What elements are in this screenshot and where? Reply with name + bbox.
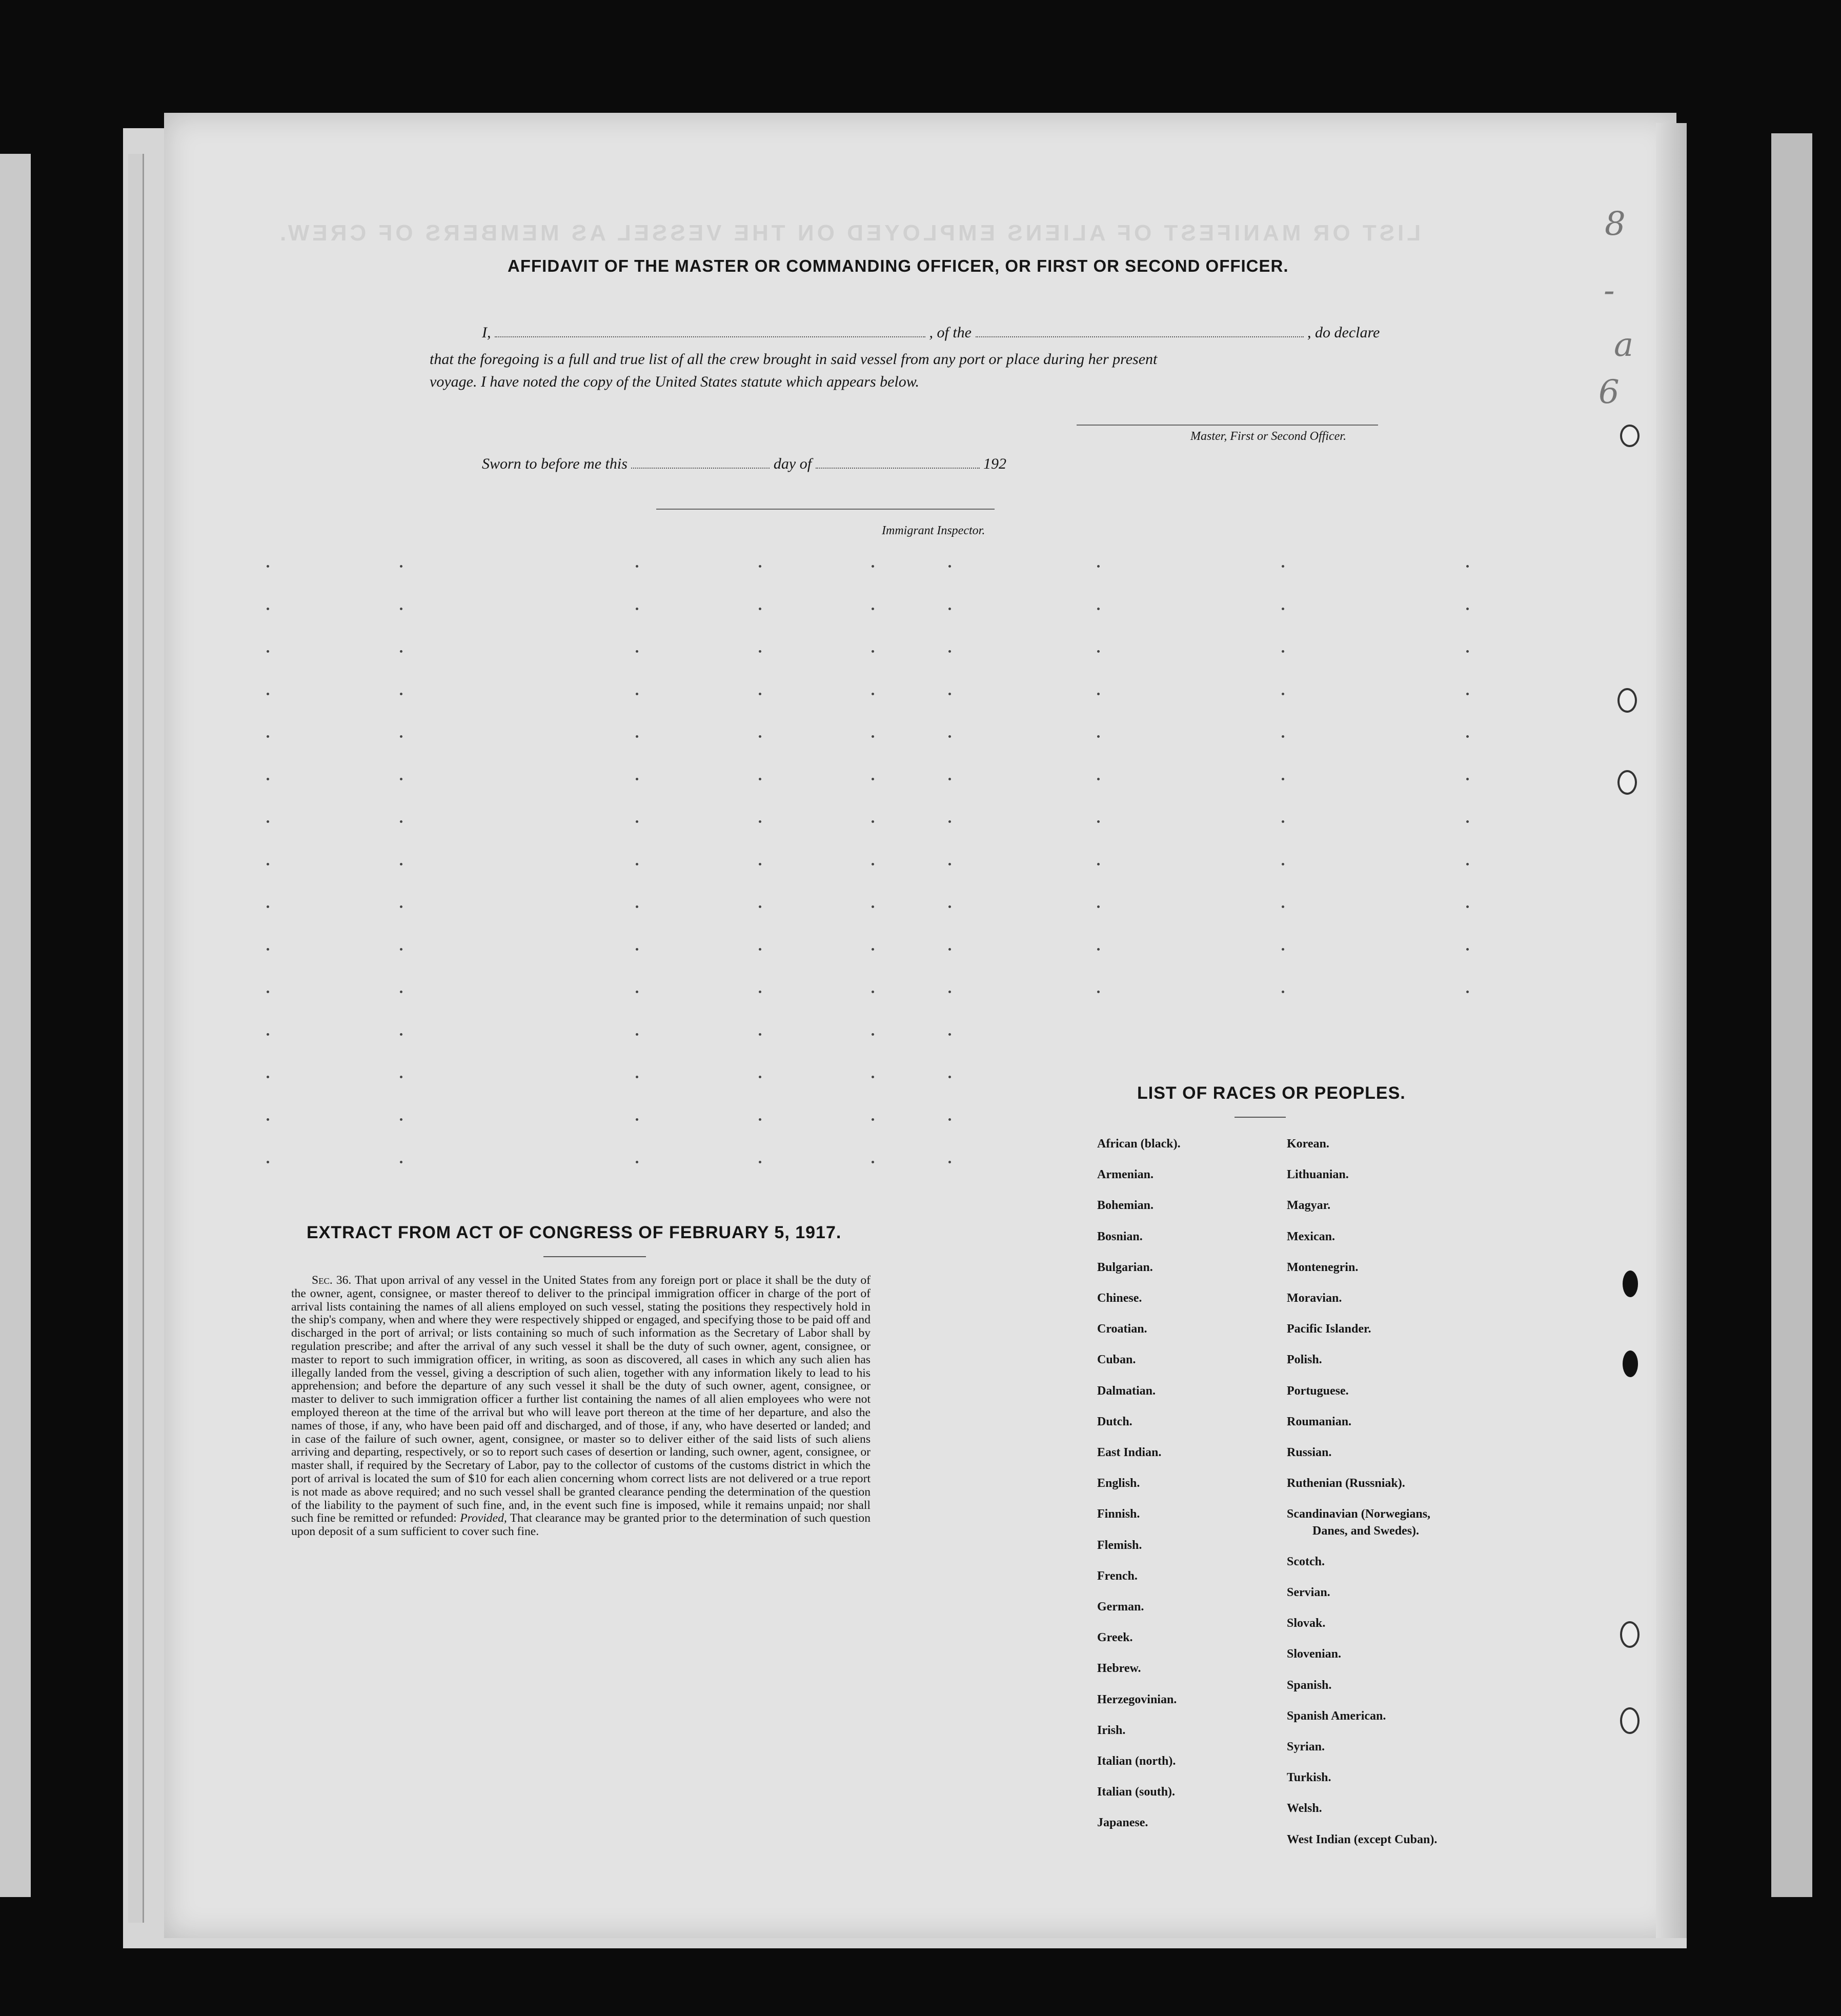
table-dot: [1097, 778, 1100, 780]
punch-hole: [1617, 770, 1637, 795]
punch-hole: [1620, 425, 1640, 447]
table-dot: [267, 693, 269, 695]
sworn-line: [482, 455, 1006, 473]
table-dot: [636, 650, 638, 653]
table-dot: [267, 1161, 269, 1163]
table-dot: [1282, 863, 1284, 865]
table-dot: [636, 1076, 638, 1078]
table-dot: [1282, 608, 1284, 610]
table-dot: [267, 608, 269, 610]
table-dot: [636, 778, 638, 780]
extract-title: EXTRACT FROM ACT OF CONGRESS OF FEBRUARY 5, 1917.: [307, 1223, 842, 1242]
table-dot: [400, 608, 402, 610]
race-item: Bohemian.: [1097, 1199, 1154, 1213]
table-dot: [400, 1076, 402, 1078]
table-dot: [872, 735, 874, 738]
table-dot: [759, 565, 761, 568]
table-dot: [1282, 565, 1284, 568]
races-title-underline: [1235, 1117, 1286, 1118]
table-dot: [267, 820, 269, 823]
table-dot: [1097, 991, 1100, 993]
race-item: Chinese.: [1097, 1292, 1142, 1305]
race-item: Lithuanian.: [1287, 1168, 1349, 1182]
handwritten-mark: a: [1614, 326, 1634, 364]
table-dot: [759, 778, 761, 780]
table-dot: [267, 863, 269, 865]
table-dot: [759, 1033, 761, 1036]
table-dot: [759, 1076, 761, 1078]
table-dot: [636, 565, 638, 568]
race-item: English.: [1097, 1477, 1140, 1490]
affidavit-line-2: that the foregoing is a full and true list of all the crew brought in said vessel from any port or place during her present: [430, 351, 1158, 368]
sworn-year: 192: [983, 455, 1007, 472]
table-dot: [872, 693, 874, 695]
page-edge: [128, 154, 144, 1923]
table-dot: [948, 820, 951, 823]
vessel-name-field: [976, 335, 1304, 337]
table-dot: [1097, 608, 1100, 610]
table-dot: [400, 650, 402, 653]
race-item: Slovak.: [1287, 1617, 1326, 1630]
table-dot: [1282, 948, 1284, 951]
affidavit-title: AFFIDAVIT OF THE MASTER OR COMMANDING OFFICER, OR FIRST OR SECOND OFFICER.: [508, 256, 1289, 275]
extract-body: [291, 1274, 871, 1539]
document-page: [164, 113, 1676, 1938]
table-dot: [948, 1033, 951, 1036]
race-item: Scotch.: [1287, 1555, 1325, 1568]
table-dot: [636, 735, 638, 738]
race-item: Japanese.: [1097, 1816, 1148, 1830]
race-item: Spanish American.: [1287, 1709, 1386, 1723]
affidavit-declaration-line: [482, 324, 1380, 341]
table-dot: [1097, 905, 1100, 908]
table-dot: [1282, 693, 1284, 695]
table-dot: [759, 735, 761, 738]
table-dot: [267, 948, 269, 951]
race-item: Armenian.: [1097, 1168, 1154, 1182]
signature-line: [1077, 425, 1378, 426]
table-dot: [1466, 905, 1469, 908]
table-dot: [267, 1033, 269, 1036]
table-dot: [267, 735, 269, 738]
table-dot: [636, 820, 638, 823]
table-dot: [948, 608, 951, 610]
affidavit-declare: , do declare: [1307, 324, 1380, 341]
race-item: Montenegrin.: [1287, 1260, 1359, 1274]
table-dot: [1097, 948, 1100, 951]
race-item: Welsh.: [1287, 1802, 1322, 1816]
extract-body-part-2: That clearance may be granted prior to the determination of such question upon deposit of a sum sufficient to cover such fine.: [291, 1511, 871, 1539]
race-item: Magyar.: [1287, 1199, 1331, 1213]
table-dot: [400, 1033, 402, 1036]
table-dot: [1466, 991, 1469, 993]
table-dot: [948, 863, 951, 865]
table-dot: [1097, 650, 1100, 653]
table-dot: [872, 565, 874, 568]
table-dot: [636, 1118, 638, 1121]
table-dot: [948, 948, 951, 951]
table-dot: [872, 948, 874, 951]
table-dot: [400, 693, 402, 695]
table-dot: [872, 1033, 874, 1036]
race-item: Russian.: [1287, 1446, 1332, 1459]
race-item: Italian (south).: [1097, 1785, 1176, 1799]
sworn-day-of: day of: [773, 455, 812, 472]
race-item: Dutch.: [1097, 1415, 1132, 1428]
table-dot: [636, 693, 638, 695]
table-dot: [636, 1033, 638, 1036]
race-item: African (black).: [1097, 1137, 1181, 1151]
race-item: German.: [1097, 1600, 1144, 1614]
race-item: Danes, and Swedes).: [1312, 1524, 1420, 1538]
table-dot: [400, 863, 402, 865]
table-dot: [1466, 948, 1469, 951]
table-dot: [267, 565, 269, 568]
section-label: Sec. 36.: [312, 1274, 352, 1287]
table-dot: [872, 1118, 874, 1121]
race-item: Bosnian.: [1097, 1229, 1143, 1243]
race-item: Moravian.: [1287, 1292, 1342, 1305]
table-dot: [1097, 820, 1100, 823]
table-dot: [1466, 650, 1469, 653]
punch-hole: [1617, 688, 1637, 713]
table-dot: [1282, 650, 1284, 653]
handwritten-mark: 6: [1599, 373, 1620, 411]
table-dot: [267, 650, 269, 653]
table-dot: [400, 820, 402, 823]
race-item: Scandinavian (Norwegians,: [1287, 1507, 1431, 1521]
table-dot: [1097, 863, 1100, 865]
race-item: Servian.: [1287, 1586, 1330, 1599]
table-dot: [1466, 735, 1469, 738]
table-dot: [872, 863, 874, 865]
table-dot: [1466, 693, 1469, 695]
table-dot: [1466, 820, 1469, 823]
table-dot: [1282, 778, 1284, 780]
table-dot: [948, 1118, 951, 1121]
race-item: Roumanian.: [1287, 1415, 1352, 1428]
race-item: Slovenian.: [1287, 1647, 1342, 1661]
punch-hole: [1620, 1621, 1640, 1648]
table-dot: [1466, 778, 1469, 780]
table-dot: [400, 1161, 402, 1163]
table-dot: [872, 1161, 874, 1163]
inspector-caption: Immigrant Inspector.: [882, 524, 985, 537]
table-dot: [636, 863, 638, 865]
table-dot: [872, 1076, 874, 1078]
race-item: Mexican.: [1287, 1229, 1335, 1243]
table-dot: [636, 608, 638, 610]
table-dot: [759, 608, 761, 610]
table-dot: [636, 948, 638, 951]
table-dot: [1097, 693, 1100, 695]
table-dot: [267, 1076, 269, 1078]
table-dot: [636, 991, 638, 993]
officer-name-field: [495, 335, 925, 337]
table-dot: [400, 735, 402, 738]
table-dot: [948, 778, 951, 780]
race-item: Herzegovinian.: [1097, 1692, 1177, 1706]
table-dot: [759, 863, 761, 865]
handwritten-mark: -: [1604, 272, 1615, 310]
table-dot: [267, 778, 269, 780]
table-dot: [400, 565, 402, 568]
table-dot: [636, 905, 638, 908]
table-dot: [759, 693, 761, 695]
table-dot: [400, 778, 402, 780]
table-dot: [872, 991, 874, 993]
film-edge-left: [0, 154, 31, 1897]
table-dot: [400, 905, 402, 908]
extract-body-part-1: That upon arrival of any vessel in the United States from any foreign port or place it shall be the duty of the owner, agent, consignee, or master thereof to deliver to the principal immigration officer in charge of the port of arrival lists containing the names of all aliens employed on such vessel, stating the positions they respectively hold in the ship's company, when and where they were respectively shipped or engaged, and specifying those to be paid off and discharged in the port of arrival; or lists containing so much of such information as the Secretary of Labor shall by regulation prescribe; and after the arrival of any such vessel it shall be the duty of such owner, agent, consignee, or master to report to such immigration officer, in writing, as soon as discovered, all cases in which any such alien has illegally landed from the vessel, giving a description of such alien, together with any information likely to lead to his apprehension; and before the departure of any such vessel it shall be the duty of such owner, agent, consignee, or master to deliver to such immigration officer a further list containing the names of all alien employees who were not employed thereon at the time of the arrival but who will leave port thereon at the time of her departure, and also the names of those, if any, who have been paid off and discharged, and of those, if any, who have deserted or landed; and in case of the failure of such owner, agent, consignee, or master so to deliver either of the said lists of such aliens arriving and departing, respectively, or so to report such cases of desertion or landing, such owner, agent, consignee, or master shall, if required by the Secretary of Labor, pay to the collector of customs of the customs district in which the port of arrival is located the sum of $10 for each alien concerning whom correct lists are not delivered or a true report is not made as above required; and no such vessel shall be granted clearance pending the determination of the question of the liability to the payment of such fine, and, in the event such fine is imposed, while it remains unpaid; nor shall such fine be remitted or refunded:: [291, 1274, 871, 1525]
extract-title-underline: [543, 1256, 646, 1257]
race-item: Turkish.: [1287, 1771, 1331, 1785]
table-dot: [759, 991, 761, 993]
table-dot: [1097, 735, 1100, 738]
table-dot: [948, 991, 951, 993]
race-item: Finnish.: [1097, 1507, 1140, 1521]
table-dot: [267, 991, 269, 993]
sworn-prefix: Sworn to before me this: [482, 455, 628, 472]
table-dot: [759, 820, 761, 823]
table-dot: [759, 1118, 761, 1121]
table-dot: [948, 1076, 951, 1078]
race-item: East Indian.: [1097, 1446, 1162, 1459]
table-dot: [400, 948, 402, 951]
race-item: Ruthenian (Russniak).: [1287, 1477, 1405, 1490]
race-item: Korean.: [1287, 1137, 1329, 1151]
race-item: Flemish.: [1097, 1538, 1142, 1552]
table-dot: [1282, 735, 1284, 738]
table-dot: [948, 693, 951, 695]
race-item: Spanish.: [1287, 1678, 1332, 1692]
race-item: Hebrew.: [1097, 1662, 1141, 1676]
table-dot: [1282, 820, 1284, 823]
table-dot: [948, 565, 951, 568]
page-edge-shadow: [1656, 123, 1687, 1938]
table-dot: [872, 778, 874, 780]
table-dot: [400, 1118, 402, 1121]
table-dot: [872, 905, 874, 908]
bleed-through-heading: LIST OR MANIFEST OF ALIENS EMPLOYED ON THE VESSEL AS MEMBERS OF CREW.: [277, 220, 1421, 246]
table-dot: [1282, 991, 1284, 993]
race-item: Portuguese.: [1287, 1384, 1349, 1398]
race-item: Irish.: [1097, 1723, 1126, 1737]
punch-hole: [1623, 1350, 1638, 1377]
table-dot: [948, 905, 951, 908]
table-dot: [267, 905, 269, 908]
race-item: French.: [1097, 1569, 1138, 1583]
table-dot: [872, 650, 874, 653]
table-dot: [759, 1161, 761, 1163]
table-dot: [948, 1161, 951, 1163]
table-dot: [1466, 608, 1469, 610]
race-item: Pacific Islander.: [1287, 1322, 1371, 1336]
race-item: Polish.: [1287, 1353, 1322, 1367]
races-title: LIST OF RACES OR PEOPLES.: [1137, 1083, 1406, 1103]
sworn-month-field: [816, 467, 980, 469]
affidavit-of-the: , of the: [929, 324, 972, 341]
table-dot: [872, 820, 874, 823]
table-dot: [759, 905, 761, 908]
signature-caption: Master, First or Second Officer.: [1190, 430, 1346, 443]
film-edge-right: [1771, 133, 1812, 1897]
table-dot: [759, 650, 761, 653]
race-item: Dalmatian.: [1097, 1384, 1156, 1398]
table-dot: [400, 991, 402, 993]
race-item: Croatian.: [1097, 1322, 1147, 1336]
extract-provided: Provided,: [460, 1511, 507, 1525]
race-item: Cuban.: [1097, 1353, 1136, 1367]
punch-hole: [1623, 1271, 1638, 1297]
table-dot: [1466, 863, 1469, 865]
punch-hole: [1620, 1707, 1640, 1734]
affidavit-i: I,: [482, 324, 491, 341]
inspector-line: [656, 509, 995, 510]
race-item: West Indian (except Cuban).: [1287, 1832, 1438, 1846]
table-dot: [1466, 565, 1469, 568]
race-item: Bulgarian.: [1097, 1260, 1153, 1274]
table-dot: [759, 948, 761, 951]
sworn-day-field: [631, 467, 770, 469]
table-dot: [636, 1161, 638, 1163]
table-dot: [1097, 565, 1100, 568]
race-item: Greek.: [1097, 1631, 1133, 1645]
race-item: Italian (north).: [1097, 1755, 1176, 1768]
race-item: Syrian.: [1287, 1740, 1325, 1753]
table-dot: [1282, 905, 1284, 908]
table-dot: [948, 735, 951, 738]
affidavit-line-3: voyage. I have noted the copy of the United States statute which appears below.: [430, 373, 920, 390]
table-dot: [872, 608, 874, 610]
table-dot: [267, 1118, 269, 1121]
table-dot: [948, 650, 951, 653]
handwritten-mark: 8: [1605, 205, 1626, 243]
